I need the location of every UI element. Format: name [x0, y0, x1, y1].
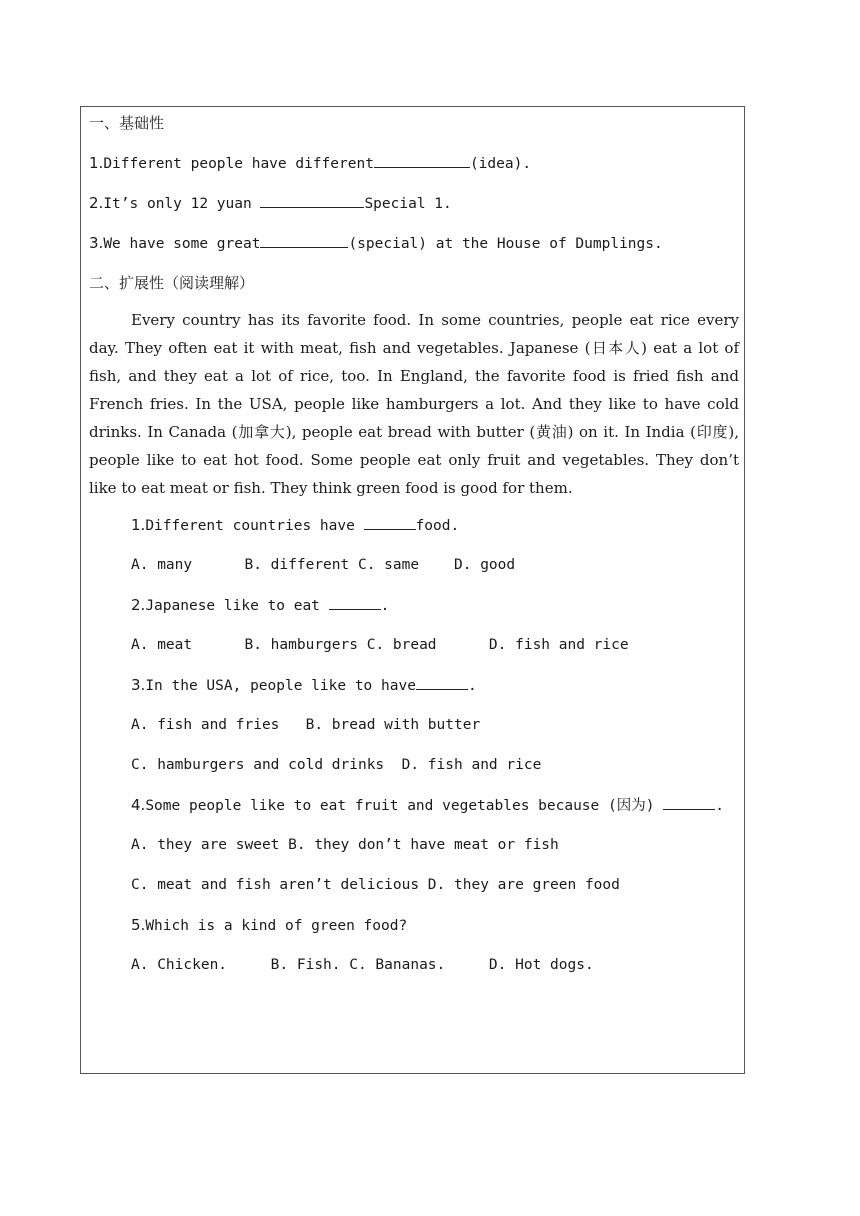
worksheet-frame: [80, 106, 745, 1074]
question-text: Different people have different: [103, 156, 374, 172]
answer-blank[interactable]: [416, 674, 468, 690]
section-2-heading: 二、扩展性（阅读理解）: [89, 274, 255, 292]
question-number: 5.: [131, 916, 146, 934]
question-number: 1.: [131, 516, 146, 534]
question-text-after: food.: [415, 518, 460, 534]
section-1-heading: 一、基础性: [89, 114, 165, 132]
reading-question-5: [89, 914, 739, 954]
question-number: 4.: [131, 796, 146, 814]
question-text: In the USA, people like to have: [145, 678, 416, 694]
answer-blank[interactable]: [260, 232, 348, 248]
question-5-options: A. Chicken. B. Fish. C. Bananas. D. Hot dogs.: [131, 957, 594, 973]
fill-question-1: [89, 152, 739, 192]
question-number: 2.: [131, 596, 146, 614]
question-4-options-line-2: C. meat and fish aren’t delicious D. they are green food: [131, 877, 620, 893]
answer-blank[interactable]: [374, 152, 470, 168]
question-text: Different countries have: [145, 518, 364, 534]
question-text-after: Special 1.: [364, 196, 452, 212]
question-text-after: .: [467, 678, 477, 694]
question-text-after: (special) at the House of Dumplings.: [348, 236, 663, 252]
answer-blank[interactable]: [364, 514, 416, 530]
answer-blank[interactable]: [329, 594, 381, 610]
reading-question-4: [89, 794, 739, 834]
question-1-options: A. many B. different C. same D. good: [131, 557, 516, 573]
reading-question-1: [89, 514, 739, 554]
reading-question-2: [89, 594, 739, 634]
question-text: It’s only 12 yuan: [103, 196, 261, 212]
passage-text: Every country has its favorite food. In some countries, people eat rice every day. They often eat it with meat, fish and vegetables. Japanese (日本人) eat a lot of fish, and they eat a lot of rice, too. In England, the favorite food is fried fish and French fries. In the USA, people like hamburgers a lot. And they like to have cold drinks. In Canada (加拿大), people eat bread with butter (黄油) on it. In India (印度), people like to eat hot food. Some people eat only fruit and vegetables. They don’t like to eat meat or fish. They think green food is good for them.: [89, 311, 739, 497]
question-text-after: .: [380, 598, 390, 614]
question-3-options-line-2: C. hamburgers and cold drinks D. fish and rice: [131, 757, 542, 773]
fill-question-2: [89, 192, 739, 232]
question-4-options-line-1: A. they are sweet B. they don’t have meat or fish: [131, 837, 559, 853]
question-number: 3.: [131, 676, 146, 694]
fill-question-3: [89, 232, 739, 272]
question-number: 1.: [89, 154, 104, 172]
question-2-options: A. meat B. hamburgers C. bread D. fish and rice: [131, 637, 629, 653]
question-text: We have some great: [103, 236, 261, 252]
question-text: Which is a kind of green food?: [145, 918, 408, 934]
answer-blank[interactable]: [260, 192, 364, 208]
question-3-options-line-1: A. fish and fries B. bread with butter: [131, 717, 481, 733]
question-number: 3.: [89, 234, 104, 252]
question-text: Some people like to eat fruit and vegetables because (因为): [145, 798, 664, 814]
question-number: 2.: [89, 194, 104, 212]
worksheet-content: [89, 112, 739, 994]
answer-blank[interactable]: [663, 794, 715, 810]
reading-passage: [89, 306, 739, 502]
question-text-after: (idea).: [469, 156, 532, 172]
reading-question-3: [89, 674, 739, 714]
question-text-after: .: [715, 798, 724, 814]
question-text: Japanese like to eat: [145, 598, 329, 614]
